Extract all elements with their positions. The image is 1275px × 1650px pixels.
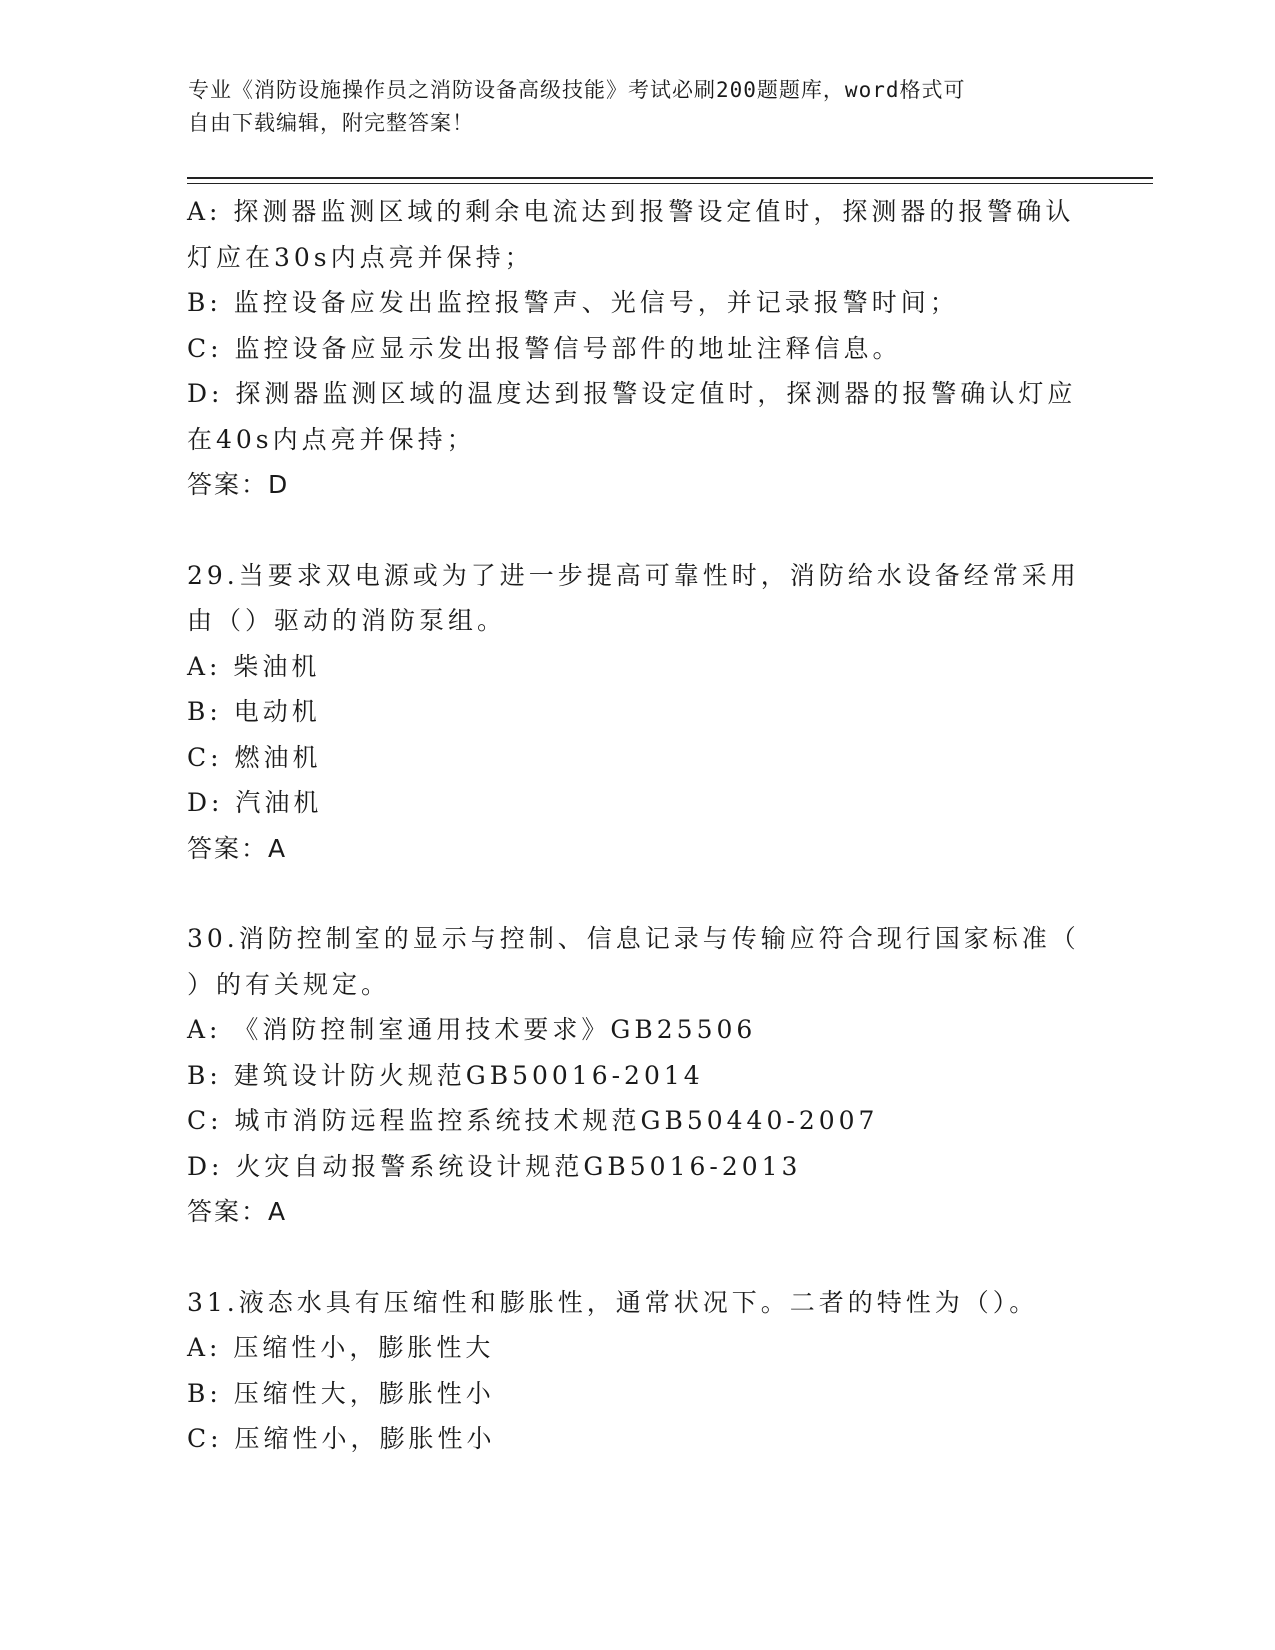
option-a: A: 压缩性小，膨胀性大: [187, 1333, 495, 1362]
option-c: C: 城市消防远程监控系统技术规范GB50440-2007: [187, 1106, 879, 1135]
spacer: [187, 871, 1087, 916]
option-a-line-2: 灯应在30s内点亮并保持；: [187, 242, 534, 272]
question-stem-line-1: 29.当要求双电源或为了进一步提高可靠性时，消防给水设备经常采用: [187, 560, 1080, 590]
option-d: D: 火灾自动报警系统设计规范GB5016-2013: [187, 1151, 802, 1181]
option-b: B: 压缩性大，膨胀性小: [187, 1378, 495, 1408]
spacer: [187, 508, 1087, 553]
question-29: [187, 553, 1087, 872]
question-stem: 31.液态水具有压缩性和膨胀性，通常状况下。二者的特性为（）。: [187, 1287, 1039, 1317]
document-header: [188, 74, 1068, 140]
question-list: [187, 189, 1087, 1462]
option-d-line-2: 在40s内点亮并保持；: [187, 424, 476, 454]
header-divider-thick: [187, 177, 1153, 179]
option-b: B: 建筑设计防火规范GB50016-2014: [187, 1060, 704, 1090]
option-d-line-1: D: 探测器监测区域的温度达到报警设定值时，探测器的报警确认灯应: [187, 379, 1077, 408]
spacer: [187, 1235, 1087, 1280]
option-c: C: 压缩性小，膨胀性小: [187, 1424, 496, 1453]
question-stem-line-1: 30.消防控制室的显示与控制、信息记录与传输应符合现行国家标准（: [187, 924, 1080, 953]
option-a: A: 柴油机: [187, 651, 321, 681]
question-stem-line-2: ）的有关规定。: [187, 969, 391, 999]
answer: 答案：A: [187, 1197, 288, 1226]
question-28-options: [187, 189, 1087, 508]
option-b: B: 监控设备应发出监控报警声、光信号，并记录报警时间；: [187, 288, 959, 317]
question-stem-line-2: 由（）驱动的消防泵组。: [187, 606, 507, 635]
header-line-1: 专业《消防设施操作员之消防设备高级技能》考试必刷200题题库，word格式可: [188, 78, 966, 102]
answer: 答案：D: [187, 470, 290, 499]
option-a-line-1: A: 探测器监测区域的剩余电流达到报警设定值时，探测器的报警确认: [187, 197, 1075, 226]
option-c: C: 监控设备应显示发出报警信号部件的地址注释信息。: [187, 333, 902, 363]
option-b: B: 电动机: [187, 697, 321, 726]
header-line-2: 自由下载编辑，附完整答案！: [188, 111, 474, 135]
question-30: [187, 916, 1087, 1235]
option-c: C: 燃油机: [187, 742, 322, 772]
answer: 答案：A: [187, 833, 288, 863]
header-divider-thin: [187, 183, 1153, 184]
option-d: D: 汽油机: [187, 788, 323, 817]
option-a: A: 《消防控制室通用技术要求》GB25506: [187, 1015, 757, 1044]
question-31: [187, 1280, 1087, 1462]
